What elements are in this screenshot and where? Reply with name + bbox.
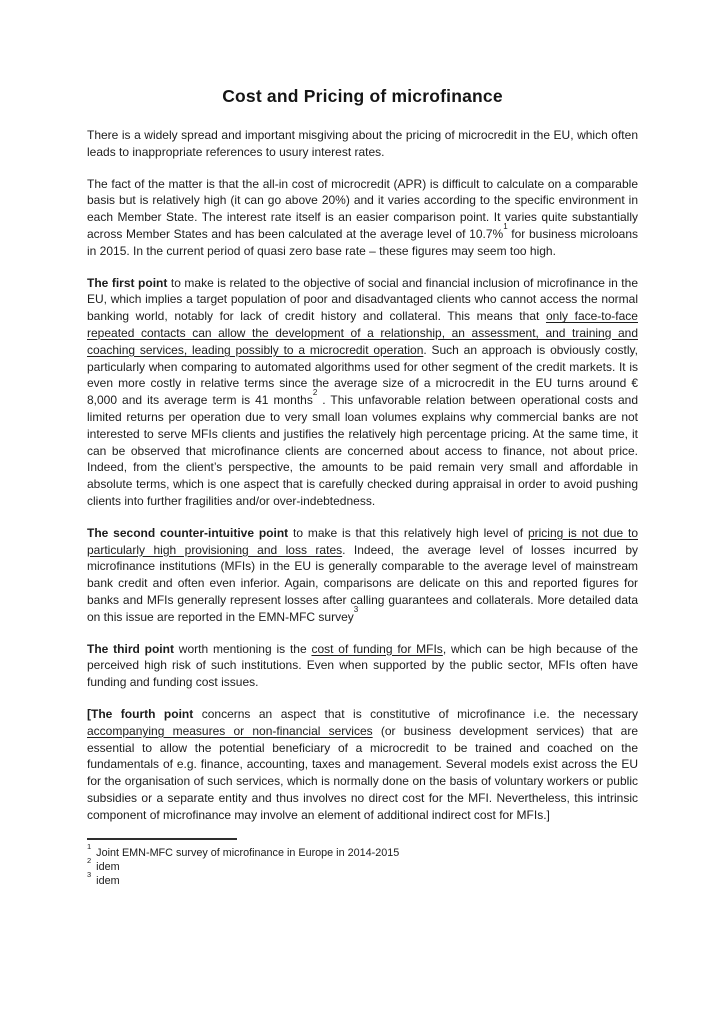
footnote-separator bbox=[87, 838, 237, 840]
paragraph-third-point bbox=[87, 641, 638, 691]
footnote-marker: 3 bbox=[353, 604, 359, 614]
footnote-marker: 3 bbox=[87, 869, 92, 879]
text-run: . Such an approach is obviously costly, particularly when comparing to automated algorithms used for other segment of the credit markets. It is even more costly in relative terms since the average size of a microcredit in the EU turns around € 8,000 and its average term is 41 months bbox=[87, 342, 639, 408]
text-run: accompanying measures or non-financial services bbox=[87, 723, 373, 738]
footnote-marker: 1 bbox=[87, 841, 92, 851]
text-run: The third point bbox=[87, 641, 174, 656]
text-run: to make is related to the objective of social and financial inclusion of microfinance in the EU, which implies a target population of poor and disadvantaged clients who cannot access the normal banking world, notably for lack of credit history and collateral. This means that bbox=[87, 275, 638, 324]
text-run: cost of funding for MFIs bbox=[311, 641, 443, 656]
text-run: The second counter-intuitive point bbox=[87, 525, 289, 540]
text-run: idem bbox=[93, 861, 120, 874]
text-run: idem bbox=[93, 875, 120, 888]
text-run: The fact of the matter is that the all-in cost of microcredit (APR) is difficult to calculate on a comparable basis but is relatively high (it can go above 20%) and it varies according to the specific environment in each Member State. The interest rate itself is an easier comparison point. It varies quite substantially across Member States and has been calculated at the average level of 10.7% bbox=[87, 176, 638, 241]
text-run: (or business development services) that are essential to allow the potential beneficiary of a microcredit to be trained and coached on the fundamentals of e.g. finance, accounting, taxes and management. Several models exist across the EU for the organisation of such services, which is normally done on the basis of voluntary workers or public subsidies or a separate entity and thus involves no direct cost for the MFI. Nevertheless, this intrinsic component of microfinance may involve an element of additional indirect cost for MFIs.] bbox=[87, 723, 638, 822]
footnote bbox=[87, 869, 638, 888]
text-run: , which can be high because of the perceived high risk of such institutions. Even when supported by the public sector, MFIs often have funding and funding cost issues. bbox=[87, 641, 639, 690]
paragraph-first-point bbox=[87, 275, 638, 510]
text-run: [The fourth point bbox=[87, 706, 194, 721]
text-run: to make is that this relatively high level of bbox=[288, 525, 528, 540]
footnote-marker: 2 bbox=[87, 855, 92, 865]
footnote-marker: 2 bbox=[312, 388, 318, 398]
footnote-marker: 1 bbox=[503, 221, 508, 231]
text-run: . This unfavorable relation between operational costs and limited returns per operation due to very small loan volumes explains why commercial banks are not interested to serve MFIs clients and justifies the relatively high percentage pricing. At the same time, it can be observed that microfinance clients are concerned about access to finance, not about price. Indeed, from the client’s perspective, the amounts to be paid remain very small and affordable in absolute terms, which is one aspect that is carefully checked during appraisal in order to avoid pushing clients into further fragilities and/or over-indebtedness. bbox=[87, 393, 638, 508]
text-run: worth mentioning is the bbox=[173, 641, 312, 656]
text-run: There is a widely spread and important misgiving about the pricing of microcredit in the EU, which often leads to inappropriate references to usury interest rates. bbox=[87, 128, 638, 159]
paragraph-apr-cost bbox=[87, 176, 638, 260]
footnote-list bbox=[87, 841, 638, 888]
paragraph-intro bbox=[87, 127, 638, 161]
text-run: concerns an aspect that is constitutive of microfinance i.e. the necessary bbox=[193, 706, 638, 721]
footnote bbox=[87, 855, 638, 874]
page-title: Cost and Pricing of microfinance bbox=[222, 86, 503, 106]
footnote bbox=[87, 841, 638, 860]
document-body bbox=[87, 127, 638, 823]
text-run: for business microloans in 2015. In the current period of quasi zero base rate – these figures may seem too high. bbox=[87, 226, 639, 258]
paragraph-fourth-point bbox=[87, 706, 638, 824]
text-run: The first point bbox=[87, 275, 168, 290]
paragraph-second-point bbox=[87, 525, 638, 626]
text-run: only face-to-face repeated contacts can allow the development of a relationship, an assessment, and training and coaching services, leading possibly to a microcredit operation bbox=[87, 309, 638, 357]
text-run: pricing is not due to particularly high provisioning and loss rates bbox=[87, 525, 638, 557]
text-run: Joint EMN-MFC survey of microfinance in Europe in 2014-2015 bbox=[93, 847, 400, 860]
text-run: . Indeed, the average level of losses incurred by microfinance institutions (MFIs) in the EU is generally comparable to the average level of mainstream bank credit and often even inferior. Again, comparisons are delicate on this and reported figures for banks and MFIs generally represent losses after calling guarantees and collaterals. More detailed data on this issue are reported in the EMN-MFC survey bbox=[87, 542, 639, 624]
